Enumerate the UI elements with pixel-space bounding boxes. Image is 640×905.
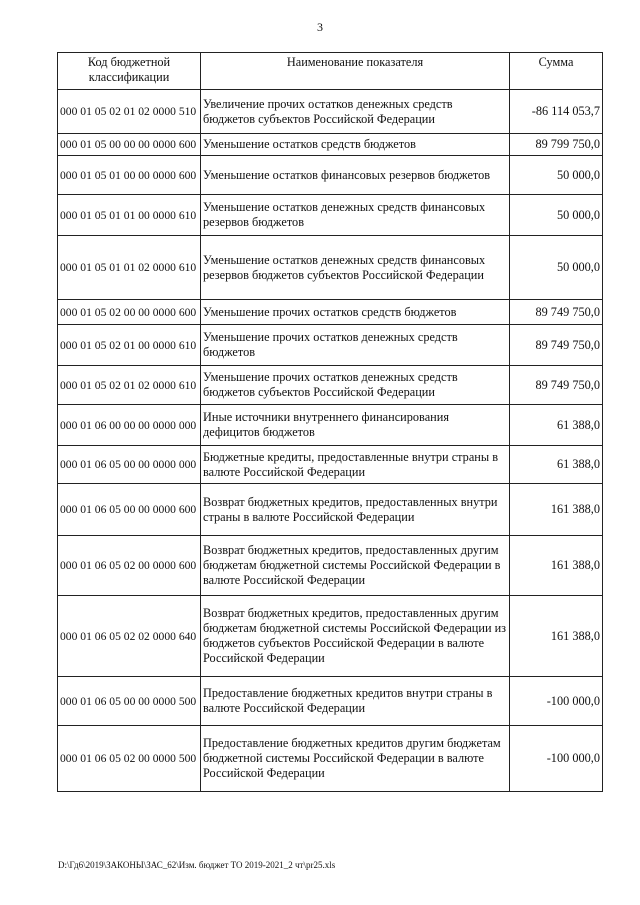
row-code: 000 01 06 05 02 00 0000 600 xyxy=(58,536,201,596)
table-row xyxy=(58,195,603,236)
row-name: Иные источники внутреннего финансирования дефицитов бюджетов xyxy=(201,405,510,446)
row-sum: -100 000,0 xyxy=(510,677,603,726)
row-name: Возврат бюджетных кредитов, предоставленных внутри страны в валюте Российской Федерации xyxy=(201,484,510,536)
row-sum: -100 000,0 xyxy=(510,726,603,792)
header-name: Наименование показателя xyxy=(201,53,510,90)
row-name: Уменьшение остатков финансовых резервов бюджетов xyxy=(201,156,510,195)
row-sum: 161 388,0 xyxy=(510,536,603,596)
table-row xyxy=(58,134,603,156)
row-sum: 161 388,0 xyxy=(510,596,603,677)
row-code: 000 01 06 05 00 00 0000 600 xyxy=(58,484,201,536)
header-sum: Сумма xyxy=(510,53,603,90)
row-sum: 89 749 750,0 xyxy=(510,325,603,366)
table-row xyxy=(58,677,603,726)
header-code: Код бюджетной классификации xyxy=(58,53,201,90)
row-code: 000 01 05 02 00 00 0000 600 xyxy=(58,300,201,325)
row-sum: 89 749 750,0 xyxy=(510,366,603,405)
row-sum: -86 114 053,7 xyxy=(510,90,603,134)
row-code: 000 01 06 05 02 02 0000 640 xyxy=(58,596,201,677)
row-code: 000 01 06 05 00 00 0000 500 xyxy=(58,677,201,726)
row-code: 000 01 05 01 00 00 0000 600 xyxy=(58,156,201,195)
table-row xyxy=(58,405,603,446)
row-sum: 61 388,0 xyxy=(510,405,603,446)
table-row xyxy=(58,325,603,366)
row-code: 000 01 06 05 02 00 0000 500 xyxy=(58,726,201,792)
row-sum: 50 000,0 xyxy=(510,236,603,300)
table-row xyxy=(58,446,603,484)
table-row xyxy=(58,596,603,677)
row-sum: 89 749 750,0 xyxy=(510,300,603,325)
table-row xyxy=(58,366,603,405)
row-sum: 89 799 750,0 xyxy=(510,134,603,156)
row-code: 000 01 05 00 00 00 0000 600 xyxy=(58,134,201,156)
row-code: 000 01 05 02 01 02 0000 510 xyxy=(58,90,201,134)
row-name: Уменьшение прочих остатков денежных средств бюджетов xyxy=(201,325,510,366)
row-sum: 161 388,0 xyxy=(510,484,603,536)
row-name: Предоставление бюджетных кредитов другим бюджетам бюджетной системы Российской Федерации в валюте Российской Федерации xyxy=(201,726,510,792)
table-row xyxy=(58,726,603,792)
row-name: Предоставление бюджетных кредитов внутри страны в валюте Российской Федерации xyxy=(201,677,510,726)
row-name: Возврат бюджетных кредитов, предоставленных другим бюджетам бюджетной системы Российской Федерации в валюте Российской Федерации xyxy=(201,536,510,596)
budget-sources-table xyxy=(57,52,603,792)
table-row xyxy=(58,90,603,134)
row-code: 000 01 06 00 00 00 0000 000 xyxy=(58,405,201,446)
table-row xyxy=(58,156,603,195)
page-number: 3 xyxy=(317,20,323,34)
row-name: Возврат бюджетных кредитов, предоставленных другим бюджетам бюджетной системы Российской Федерации из бюджетов субъектов Российской Федерации в валюте Российской Федерации xyxy=(201,596,510,677)
row-sum: 50 000,0 xyxy=(510,195,603,236)
row-code: 000 01 06 05 00 00 0000 000 xyxy=(58,446,201,484)
row-name: Уменьшение прочих остатков средств бюджетов xyxy=(201,300,510,325)
table-header-row xyxy=(58,53,603,90)
table-row xyxy=(58,300,603,325)
row-name: Уменьшение прочих остатков денежных средств бюджетов субъектов Российской Федерации xyxy=(201,366,510,405)
table-row xyxy=(58,484,603,536)
row-code: 000 01 05 01 01 02 0000 610 xyxy=(58,236,201,300)
row-name: Уменьшение остатков средств бюджетов xyxy=(201,134,510,156)
row-sum: 61 388,0 xyxy=(510,446,603,484)
row-sum: 50 000,0 xyxy=(510,156,603,195)
table-row xyxy=(58,536,603,596)
row-code: 000 01 05 01 01 00 0000 610 xyxy=(58,195,201,236)
row-name: Уменьшение остатков денежных средств финансовых резервов бюджетов субъектов Российской Федерации xyxy=(201,236,510,300)
row-code: 000 01 05 02 01 00 0000 610 xyxy=(58,325,201,366)
row-name: Увеличение прочих остатков денежных средств бюджетов субъектов Российской Федерации xyxy=(201,90,510,134)
footer-file-path: D:\Гд6\2019\ЗАКОНЫ\ЗАС_62\Изм. бюджет ТО 2019-2021_2 чт\pr25.xls xyxy=(58,860,336,870)
row-name: Бюджетные кредиты, предоставленные внутри страны в валюте Российской Федерации xyxy=(201,446,510,484)
table-row xyxy=(58,236,603,300)
row-name: Уменьшение остатков денежных средств финансовых резервов бюджетов xyxy=(201,195,510,236)
row-code: 000 01 05 02 01 02 0000 610 xyxy=(58,366,201,405)
